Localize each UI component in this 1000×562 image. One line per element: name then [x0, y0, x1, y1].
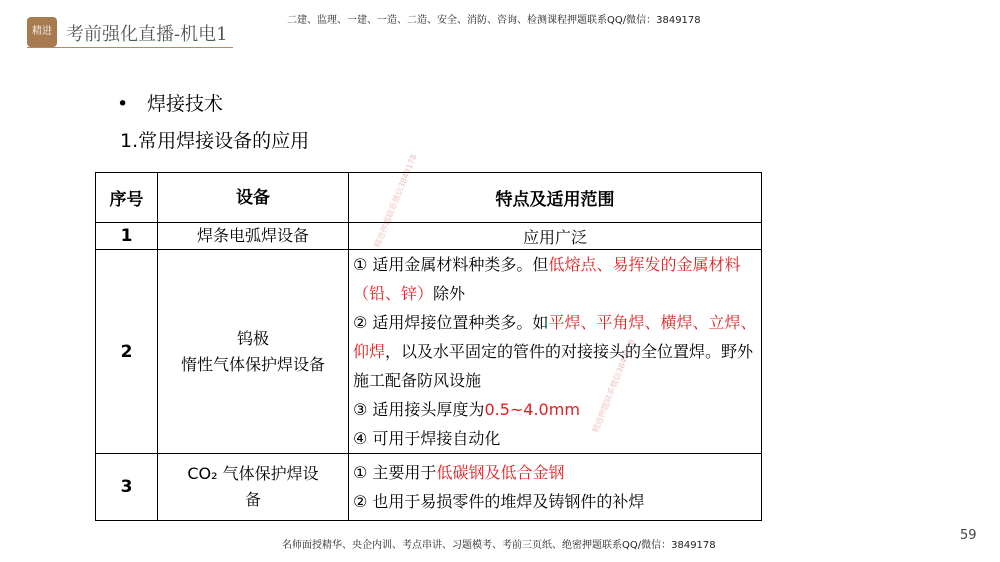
equipment-line: 惰性气体保护焊设备	[180, 354, 325, 374]
feature-text: 除外	[433, 284, 466, 303]
row-no: 2	[96, 250, 158, 454]
table-header-row	[96, 173, 762, 223]
feature-text: ，以及水平固定的管件的对接接头的全位置焊。野外施工配备防风设施	[353, 342, 754, 390]
page-number: 59	[960, 528, 977, 543]
feature-text: ① 主要用于	[353, 463, 437, 482]
watermark: 精进押题联系微信3849178	[590, 337, 637, 434]
row-no: 1	[96, 223, 158, 250]
header-features: 特点及适用范围	[349, 173, 762, 223]
row-features	[349, 250, 762, 454]
row-features	[349, 454, 762, 521]
course-title: 考前强化直播-机电1	[66, 24, 228, 45]
equipment-line: 钨极	[236, 328, 269, 348]
feature-item	[353, 250, 757, 308]
feature-highlight: 低碳钢及低合金钢	[436, 463, 565, 482]
brand-logo: 精进	[27, 17, 57, 47]
feature-highlight: 低熔点、易挥发的金属材料（铅、锌）	[353, 255, 741, 303]
feature-item	[353, 458, 757, 487]
header-no: 序号	[96, 173, 158, 223]
watermark: 精进押题联系微信3849178	[372, 152, 419, 249]
table-row	[96, 223, 762, 250]
top-contact-notice: 二建、监理、一建、一造、二造、安全、消防、咨询、检测课程押题联系QQ/微信：3849178	[287, 15, 701, 26]
feature-item: ② 也用于易损零件的堆焊及铸钢件的补焊	[353, 492, 645, 511]
heading-text: 焊接技术	[147, 93, 224, 115]
row-features: 应用广泛	[349, 223, 762, 250]
row-equipment	[158, 454, 349, 521]
header-equipment: 设备	[158, 173, 349, 223]
feature-text: ② 适用焊接位置种类多。如	[353, 313, 549, 332]
row-equipment: 焊条电弧焊设备	[158, 223, 349, 250]
equipment-line: CO₂ 气体保护焊设	[187, 464, 319, 483]
table-row	[96, 454, 762, 521]
feature-item	[353, 395, 757, 424]
feature-highlight: 0.5~4.0mm	[484, 400, 580, 419]
row-no: 3	[96, 454, 158, 521]
row-equipment	[158, 250, 349, 454]
bottom-contact-notice: 名师面授精华、央企内训、考点串讲、习题模考、考前三页纸、绝密押题联系QQ/微信：3849178	[282, 540, 716, 551]
feature-item	[353, 308, 757, 395]
subtitle: 1.常用焊接设备的应用	[120, 130, 310, 152]
equipment-line: 备	[244, 490, 261, 509]
title-underline	[27, 47, 233, 48]
feature-text: ③ 适用接头厚度为	[353, 400, 485, 419]
welding-equipment-table	[95, 172, 762, 521]
feature-highlight: 平焊、平角焊、横焊、立焊、仰焊	[353, 313, 757, 361]
feature-text: ① 适用金属材料种类多。但	[353, 255, 549, 274]
feature-item: ④ 可用于焊接自动化	[353, 429, 501, 448]
section-heading	[117, 89, 223, 116]
table-row	[96, 250, 762, 454]
bullet-icon: •	[117, 93, 129, 115]
